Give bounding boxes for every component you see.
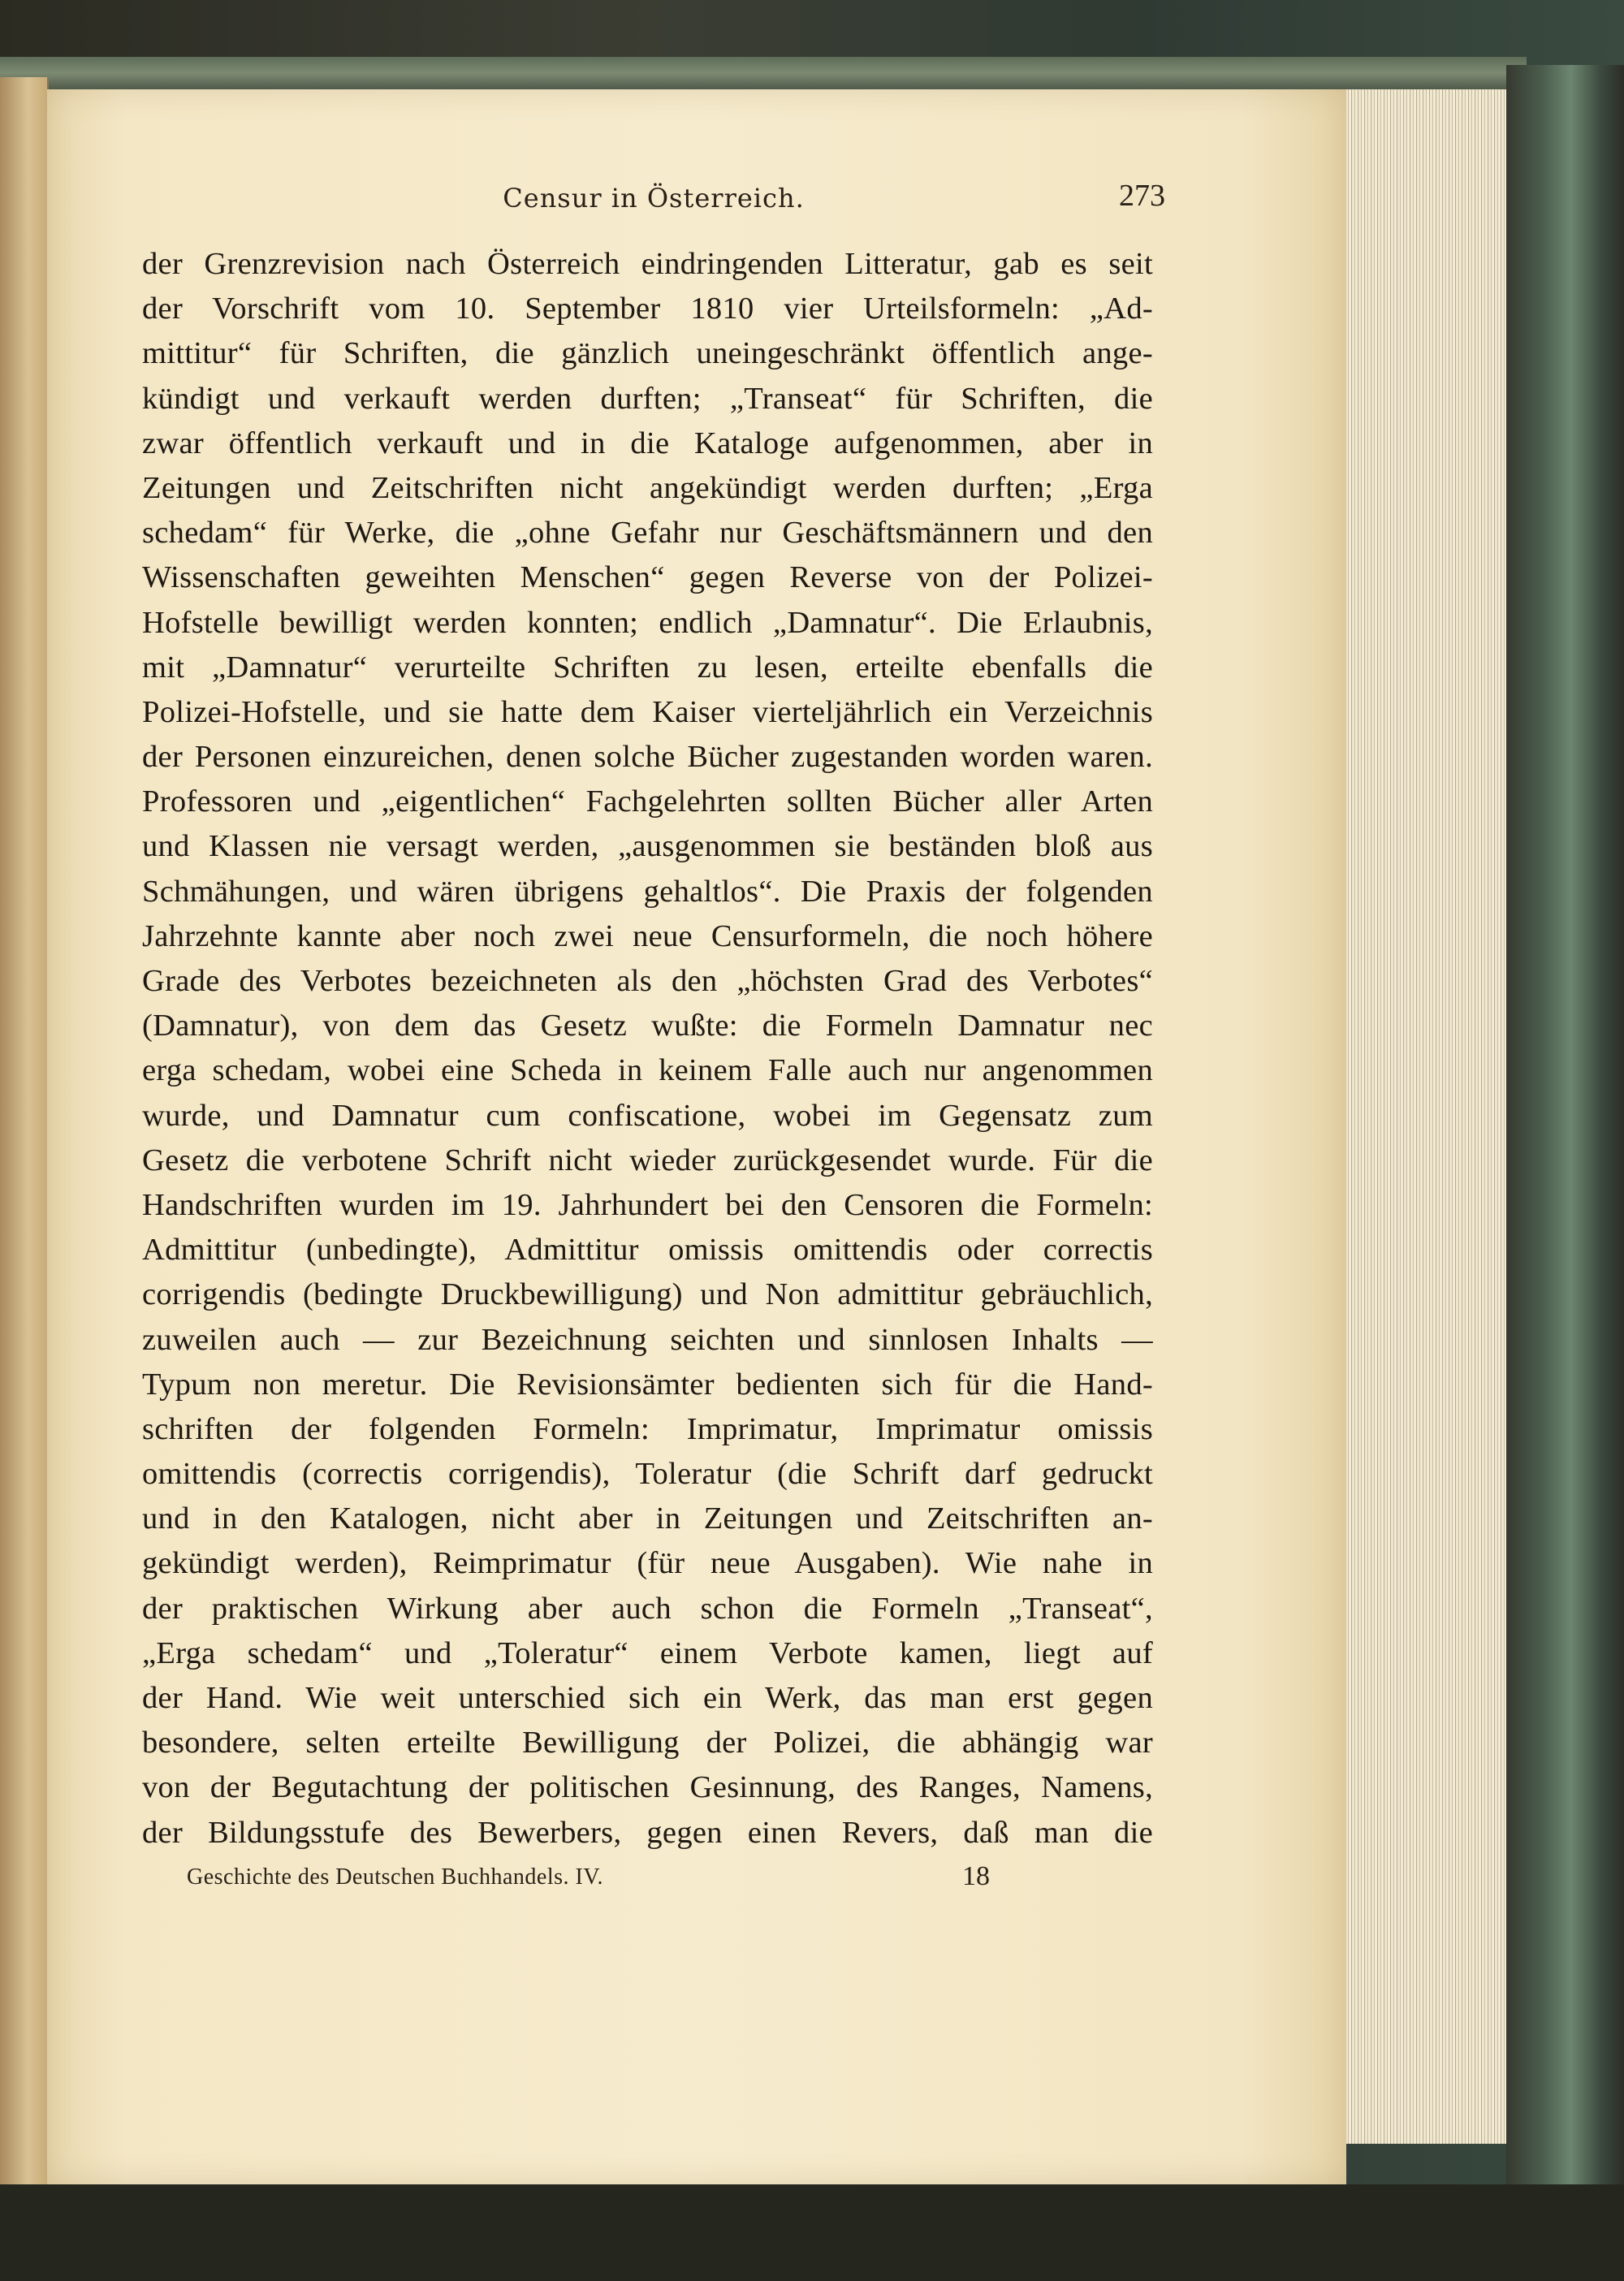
text-line: Jahrzehnte kannte aber noch zwei neue Censurformeln, die noch höhere xyxy=(142,918,1153,953)
text-line: „Erga schedam“ und „Toleratur“ einem Verbote kamen, liegt auf xyxy=(142,1635,1153,1670)
signature-mark: 18 xyxy=(962,1861,990,1891)
footer-book-title: Geschichte des Deutschen Buchhandels. IV. xyxy=(187,1864,603,1890)
text-line: der Bildungsstufe des Bewerbers, gegen einen Revers, daß man die xyxy=(142,1815,1153,1850)
text-line: wurde, und Damnatur cum confiscatione, wobei im Gegensatz zum xyxy=(142,1098,1153,1133)
text-line: kündigt und verkauft werden durften; „Transeat“ für Schriften, die xyxy=(142,381,1153,416)
page-stack-edge xyxy=(1344,89,1508,2144)
text-line: Gesetz die verbotene Schrift nicht wieder zurückgesendet wurde. Für die xyxy=(142,1143,1153,1177)
text-line: von der Begutachtung der politischen Gesinnung, des Ranges, Namens, xyxy=(142,1770,1153,1805)
text-line: Hofstelle bewilligt werden konnten; endlich „Damnatur“. Die Erlaubnis, xyxy=(142,605,1153,640)
text-line: und in den Katalogen, nicht aber in Zeitungen und Zeitschriften an- xyxy=(142,1501,1153,1536)
text-line: mittitur“ für Schriften, die gänzlich uneingeschränkt öffentlich ange- xyxy=(142,336,1153,371)
text-line: (Damnatur), von dem das Gesetz wußte: die Formeln Damnatur nec xyxy=(142,1009,1153,1043)
running-head xyxy=(142,179,1165,231)
text-line: Typum non meretur. Die Revisionsämter bedienten sich für die Hand- xyxy=(142,1367,1153,1402)
text-line: Grade des Verbotes bezeichneten als den „höchsten Grad des Verbotes“ xyxy=(142,964,1153,998)
text-line: zuweilen auch — zur Bezeichnung seichten und sinnlosen Inhalts — xyxy=(142,1322,1153,1357)
text-line: Polizei-Hofstelle, und sie hatte dem Kaiser vierteljährlich ein Verzeichnis xyxy=(142,694,1153,729)
body-text xyxy=(142,242,1153,1855)
background-shadow xyxy=(0,2184,1624,2281)
running-title: Censur in Österreich. xyxy=(503,183,805,214)
text-line: gekündigt werden), Reimprimatur (für neue Ausgaben). Wie nahe in xyxy=(142,1546,1153,1581)
text-line: schriften der folgenden Formeln: Imprimatur, Imprimatur omissis xyxy=(142,1411,1153,1446)
text-line: Zeitungen und Zeitschriften nicht angekündigt werden durften; „Erga xyxy=(142,470,1153,505)
text-line: schedam“ für Werke, die „ohne Gefahr nur Geschäftsmännern und den xyxy=(142,516,1153,551)
text-line: der praktischen Wirkung aber auch schon die Formeln „Transeat“, xyxy=(142,1591,1153,1626)
text-line: besondere, selten erteilte Bewilligung der Polizei, die abhängig war xyxy=(142,1726,1153,1760)
text-line: corrigendis (bedingte Druckbewilligung) und Non admittitur gebräuchlich, xyxy=(142,1277,1153,1312)
text-line: mit „Damnatur“ verurteilte Schriften zu lesen, erteilte ebenfalls die xyxy=(142,650,1153,685)
binding-band xyxy=(0,57,1527,89)
text-line: erga schedam, wobei eine Scheda in keinem Falle auch nur angenommen xyxy=(142,1053,1153,1088)
text-line: Admittitur (unbedingte), Admittitur omissis omittendis oder correctis xyxy=(142,1233,1153,1268)
text-line: Professoren und „eigentlichen“ Fachgelehrten sollten Bücher aller Arten xyxy=(142,784,1153,819)
text-line: Schmähungen, und wären übrigens gehaltlos“. Die Praxis der folgenden xyxy=(142,874,1153,909)
text-line: der Vorschrift vom 10. September 1810 vier Urteilsformeln: „Ad- xyxy=(142,292,1153,326)
text-line: der Hand. Wie weit unterschied sich ein Werk, das man erst gegen xyxy=(142,1681,1153,1715)
text-line: zwar öffentlich verkauft und in die Kataloge aufgenommen, aber in xyxy=(142,426,1153,460)
page-number: 273 xyxy=(1119,179,1165,213)
text-line: Wissenschaften geweihten Menschen“ gegen Reverse von der Polizei- xyxy=(142,560,1153,595)
page-footer xyxy=(142,1861,1153,1905)
book-cover-edge xyxy=(1506,65,1624,2217)
text-line: der Personen einzureichen, denen solche Bücher zugestanden worden waren. xyxy=(142,740,1153,775)
text-line: Handschriften wurden im 19. Jahrhundert bei den Censoren die Formeln: xyxy=(142,1187,1153,1222)
text-line: der Grenzrevision nach Österreich eindringenden Litteratur, gab es seit xyxy=(142,247,1153,281)
text-line: und Klassen nie versagt werden, „ausgenommen sie beständen bloß aus xyxy=(142,829,1153,864)
facing-page-edge xyxy=(0,77,49,2188)
text-line: omittendis (correctis corrigendis), Toleratur (die Schrift darf gedruckt xyxy=(142,1457,1153,1492)
